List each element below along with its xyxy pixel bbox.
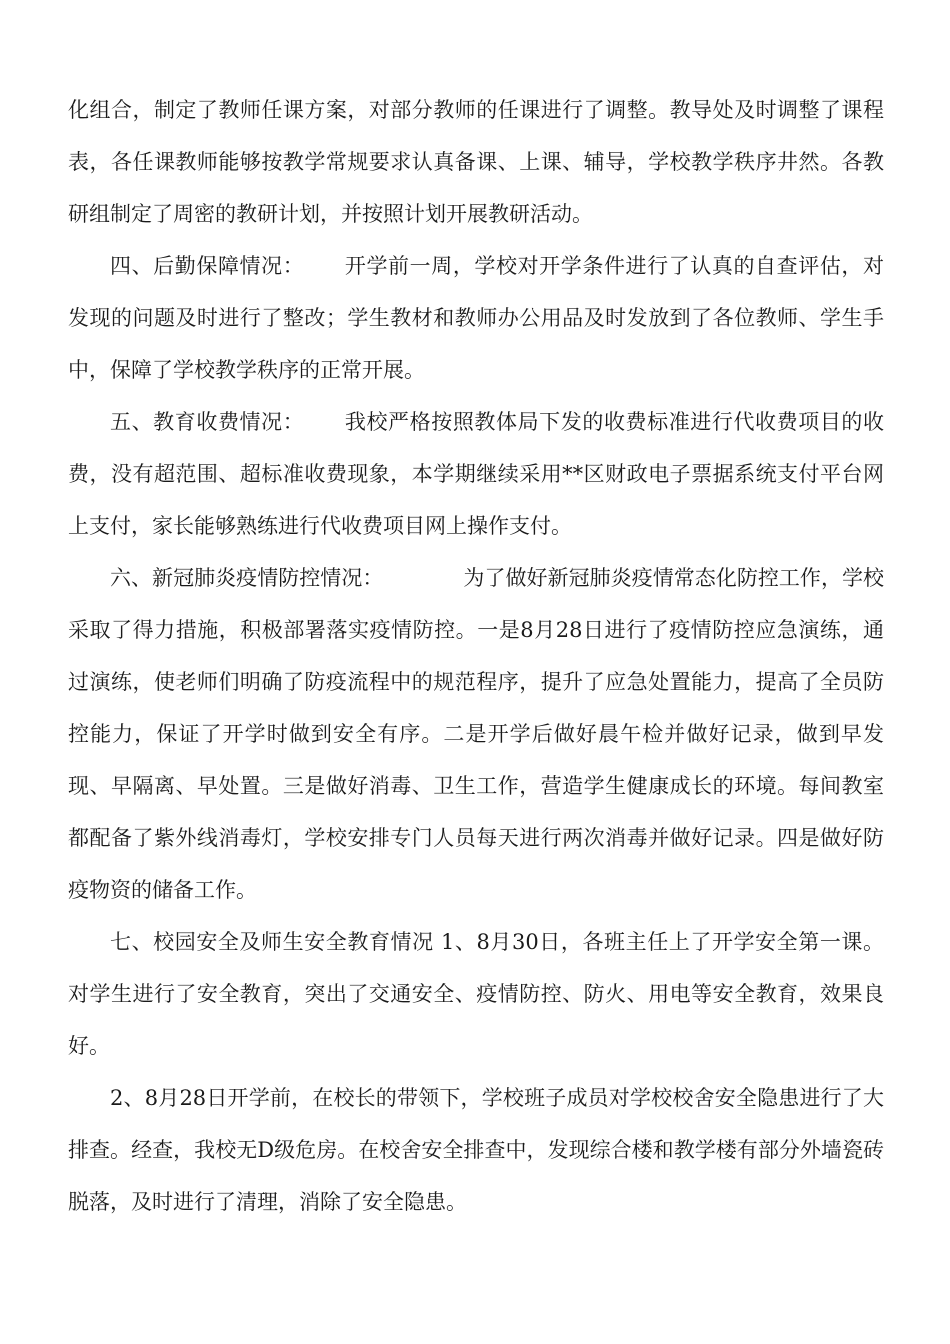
paragraph-text: 2、8月28日开学前，在校长的带领下，学校班子成员对学校校舍安全隐患进行了大排查。经查，我校无D级危房。在校舍安全排查中，发现综合楼和教学楼有部分外墙瓷砖脱落，及时进行了清理，消除了安全隐患。 [68,1086,884,1214]
paragraph-fees [68,396,884,552]
section-heading-epidemic: 六、新冠肺炎疫情防控情况： [110,566,384,590]
paragraph-campus-safety [68,916,884,1072]
paragraph-teaching-continuation [68,84,884,240]
document-page [68,84,884,1228]
paragraph-safety-inspection [68,1072,884,1228]
paragraph-epidemic-control [68,552,884,916]
paragraph-text: 1、8月30日，各班主任上了开学安全第一课。对学生进行了安全教育，突出了交通安全、疫情防控、防火、用电等安全教育，效果良好。 [68,930,884,1058]
paragraph-text: 为了做好新冠肺炎疫情常态化防控工作，学校采取了得力措施，积极部署落实疫情防控。一是8月28日进行了疫情防控应急演练，通过演练，使老师们明确了防疫流程中的规范程序，提升了应急处置能力，提高了全员防控能力，保证了开学时做到安全有序。二是开学后做好晨午检并做好记录，做到早发现、早隔离、早处置。三是做好消毒、卫生工作，营造学生健康成长的环境。每间教室都配备了紫外线消毒灯，学校安排专门人员每天进行两次消毒并做好记录。四是做好防疫物资的储备工作。 [68,566,885,902]
paragraph-logistics [68,240,884,396]
paragraph-text: 开学前一周，学校对开学条件进行了认真的自查评估，对发现的问题及时进行了整改；学生教材和教师办公用品及时发放到了各位教师、学生手中，保障了学校教学秩序的正常开展。 [68,254,885,382]
paragraph-text: 化组合，制定了教师任课方案，对部分教师的任课进行了调整。教导处及时调整了课程表，各任课教师能够按教学常规要求认真备课、上课、辅导，学校教学秩序井然。各教研组制定了周密的教研计划，并按照计划开展教研活动。 [68,98,884,226]
section-heading-fees: 五、教育收费情况： [110,410,305,434]
section-heading-logistics: 四、后勤保障情况： [110,254,305,278]
paragraph-text: 我校严格按照教体局下发的收费标准进行代收费项目的收费，没有超范围、超标准收费现象，本学期继续采用**区财政电子票据系统支付平台网上支付，家长能够熟练进行代收费项目网上操作支付。 [68,410,885,538]
section-heading-safety: 七、校园安全及师生安全教育情况 [110,930,434,954]
